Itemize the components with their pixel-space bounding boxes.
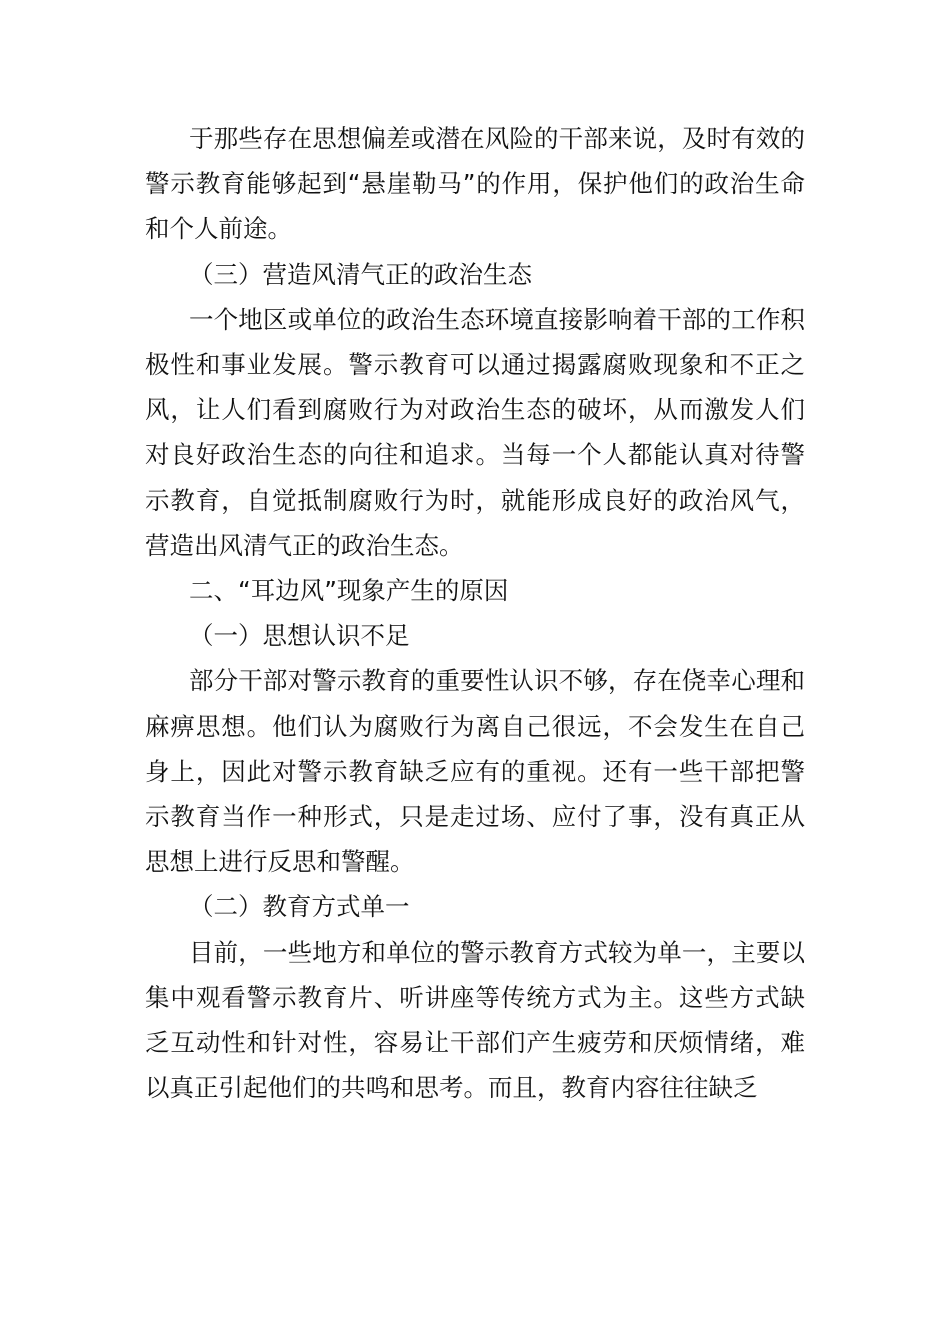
document-body [145,116,805,1110]
paragraph-continuation: 于那些存在思想偏差或潜在风险的干部来说，及时有效的警示教育能够起到“悬崖勒马”的作用，保护他们的政治生命和个人前途。 [145,124,805,244]
section-heading-1: （一）思想认识不足 [189,621,410,651]
chapter-heading-2: 二、“耳边风”现象产生的原因 [189,576,509,606]
section-heading-3: （三）营造风清气正的政治生态 [189,259,532,289]
paragraph: 一个地区或单位的政治生态环境直接影响着干部的工作积极性和事业发展。警示教育可以通过揭露腐败现象和不正之风，让人们看到腐败行为对政治生态的破坏，从而激发人们对良好政治生态的向往和追求。当每一个人都能认真对待警示教育，自觉抵制腐败行为时，就能形成良好的政治风气，营造出风清气正的政治生态。 [145,304,805,560]
section-heading-2: （二）教育方式单一 [189,892,410,922]
paragraph: 部分干部对警示教育的重要性认识不够，存在侥幸心理和麻痹思想。他们认为腐败行为离自己很远，不会发生在自己身上，因此对警示教育缺乏应有的重视。还有一些干部把警示教育当作一种形式，只是走过场、应付了事，没有真正从思想上进行反思和警醒。 [145,666,805,877]
paragraph: 目前，一些地方和单位的警示教育方式较为单一，主要以集中观看警示教育片、听讲座等传统方式为主。这些方式缺乏互动性和针对性，容易让干部们产生疲劳和厌烦情绪，难以真正引起他们的共鸣和思考。而且，教育内容往往缺乏 [145,937,805,1103]
